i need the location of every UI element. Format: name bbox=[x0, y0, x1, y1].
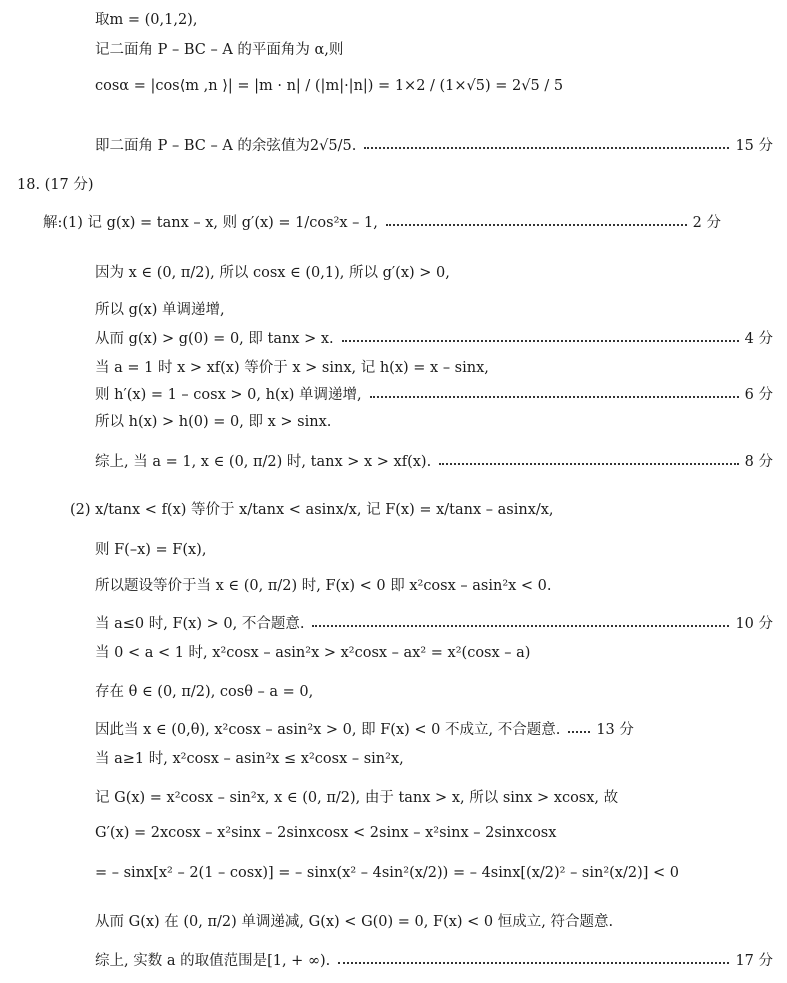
leader-dots bbox=[386, 222, 687, 226]
text-not-valid: 因此当 x ∈ (0,θ), x²cosx – asin²x > 0, 即 F(x) < 0 不成立, 不合题意. bbox=[95, 721, 561, 738]
line-F-even bbox=[0, 533, 787, 563]
text-take-m: 取m = (0,1,2), bbox=[95, 11, 198, 28]
line-a-equals-1 bbox=[0, 351, 787, 381]
leader-dots bbox=[342, 338, 739, 342]
text-a-le-0: 当 a≤0 时, F(x) > 0, 不合题意. bbox=[95, 615, 305, 632]
text-part2-start: (2) x/tanx < f(x) 等价于 x/tanx < asinx/x, 记 F(x) = x/tanx – asinx/x, bbox=[70, 501, 554, 518]
text-a-equals-1: 当 a = 1 时 x > xf(x) 等价于 x > sinx, 记 h(x) = x – sinx, bbox=[95, 359, 489, 376]
line-tan-gt-x bbox=[0, 322, 787, 352]
score-15: 15 分 bbox=[735, 137, 773, 154]
line-h-prime bbox=[0, 378, 787, 408]
text-a-ge-1: 当 a≥1 时, x²cosx – asin²x ≤ x²cosx – sin²x, bbox=[95, 750, 404, 767]
line-G-prime bbox=[0, 818, 787, 848]
text-summary-1: 综上, 当 a = 1, x ∈ (0, π/2) 时, tanx > x > xf(x). bbox=[95, 453, 432, 470]
text-final-range: 综上, 实数 a 的取值范围是[1, + ∞). bbox=[95, 952, 331, 969]
line-cos-value bbox=[0, 127, 787, 161]
line-x-gt-sinx bbox=[0, 405, 787, 435]
score-10: 10 分 bbox=[735, 615, 773, 632]
line-not-valid bbox=[0, 713, 787, 743]
text-define-G: 记 G(x) = x²cosx – sin²x, x ∈ (0, π/2), 由于 tanx > x, 所以 sinx > xcosx, 故 bbox=[95, 789, 619, 806]
leader-dots bbox=[312, 623, 729, 627]
leader-dots bbox=[370, 394, 739, 398]
score-17: 17 分 bbox=[735, 952, 773, 969]
line-a-le-0 bbox=[0, 607, 787, 637]
line-G-decreasing bbox=[0, 902, 787, 938]
score-8: 8 分 bbox=[744, 453, 773, 470]
line-G-prime-simplify bbox=[0, 854, 787, 892]
score-4: 4 分 bbox=[744, 330, 773, 347]
score-2: 2 分 bbox=[692, 214, 721, 231]
leader-dots bbox=[439, 461, 738, 465]
text-F-even: 则 F(–x) = F(x), bbox=[95, 541, 207, 558]
line-exists-theta bbox=[0, 672, 787, 708]
leader-dots bbox=[338, 960, 729, 964]
problem-18-heading: 18. (17 分) bbox=[17, 176, 94, 193]
line-take-m bbox=[0, 3, 787, 33]
line-0-lt-a-lt-1 bbox=[0, 636, 787, 666]
line-final-range bbox=[0, 944, 787, 974]
line-define-G bbox=[0, 778, 787, 814]
line-cos-formula bbox=[0, 68, 787, 104]
text-g-increasing: 所以 g(x) 单调递增, bbox=[95, 301, 225, 318]
text-G-prime-simplify: = – sinx[x² – 2(1 – cosx)] = – sinx(x² – 4sin²(x/2)) = – 4sinx[(x/2)² – sin²(x/2)] < 0 bbox=[95, 865, 680, 881]
text-because: 因为 x ∈ (0, π/2), 所以 cosx ∈ (0,1), 所以 g′(x) > 0, bbox=[95, 264, 450, 281]
line-because bbox=[0, 253, 787, 289]
text-G-decreasing: 从而 G(x) 在 (0, π/2) 单调递减, G(x) < G(0) = 0, F(x) < 0 恒成立, 符合题意. bbox=[95, 913, 614, 930]
text-tan-gt-x: 从而 g(x) > g(0) = 0, 即 tanx > x. bbox=[95, 330, 334, 347]
text-equivalent: 所以题设等价于当 x ∈ (0, π/2) 时, F(x) < 0 即 x²cosx – asin²x < 0. bbox=[95, 577, 552, 594]
text-h-prime: 则 h′(x) = 1 – cosx > 0, h(x) 单调递增, bbox=[95, 386, 362, 403]
text-exists-theta: 存在 θ ∈ (0, π/2), cosθ – a = 0, bbox=[95, 683, 314, 700]
line-a-ge-1 bbox=[0, 742, 787, 772]
line-part2-start bbox=[0, 490, 762, 526]
line-part1-start bbox=[0, 203, 735, 239]
leader-dots bbox=[568, 729, 590, 733]
line-problem-18 bbox=[0, 168, 709, 198]
leader-dots bbox=[364, 145, 729, 149]
text-part1-start: 解:(1) 记 g(x) = tanx – x, 则 g′(x) = 1/cos²x – 1, bbox=[43, 214, 378, 231]
line-summary-1 bbox=[0, 442, 787, 478]
score-13: 13 分 bbox=[596, 721, 634, 738]
line-equivalent bbox=[0, 566, 787, 602]
line-g-increasing bbox=[0, 293, 787, 323]
line-dihedral-def bbox=[0, 33, 787, 63]
text-cos-value: 即二面角 P – BC – A 的余弦值为2√5/5. bbox=[95, 137, 357, 154]
text-G-prime: G′(x) = 2xcosx – x²sinx – 2sinxcosx < 2sinx – x²sinx – 2sinxcosx bbox=[95, 825, 557, 841]
score-6: 6 分 bbox=[744, 386, 773, 403]
text-0-lt-a-lt-1: 当 0 < a < 1 时, x²cosx – asin²x > x²cosx – ax² = x²(cosx – a) bbox=[95, 644, 531, 661]
text-dihedral-def: 记二面角 P – BC – A 的平面角为 α,则 bbox=[95, 41, 344, 58]
text-cos-formula: cosα = |cos⟨m ,n ⟩| = |m · n| / (|m|·|n|) = 1×2 / (1×√5) = 2√5 / 5 bbox=[95, 78, 564, 94]
text-x-gt-sinx: 所以 h(x) > h(0) = 0, 即 x > sinx. bbox=[95, 413, 332, 430]
